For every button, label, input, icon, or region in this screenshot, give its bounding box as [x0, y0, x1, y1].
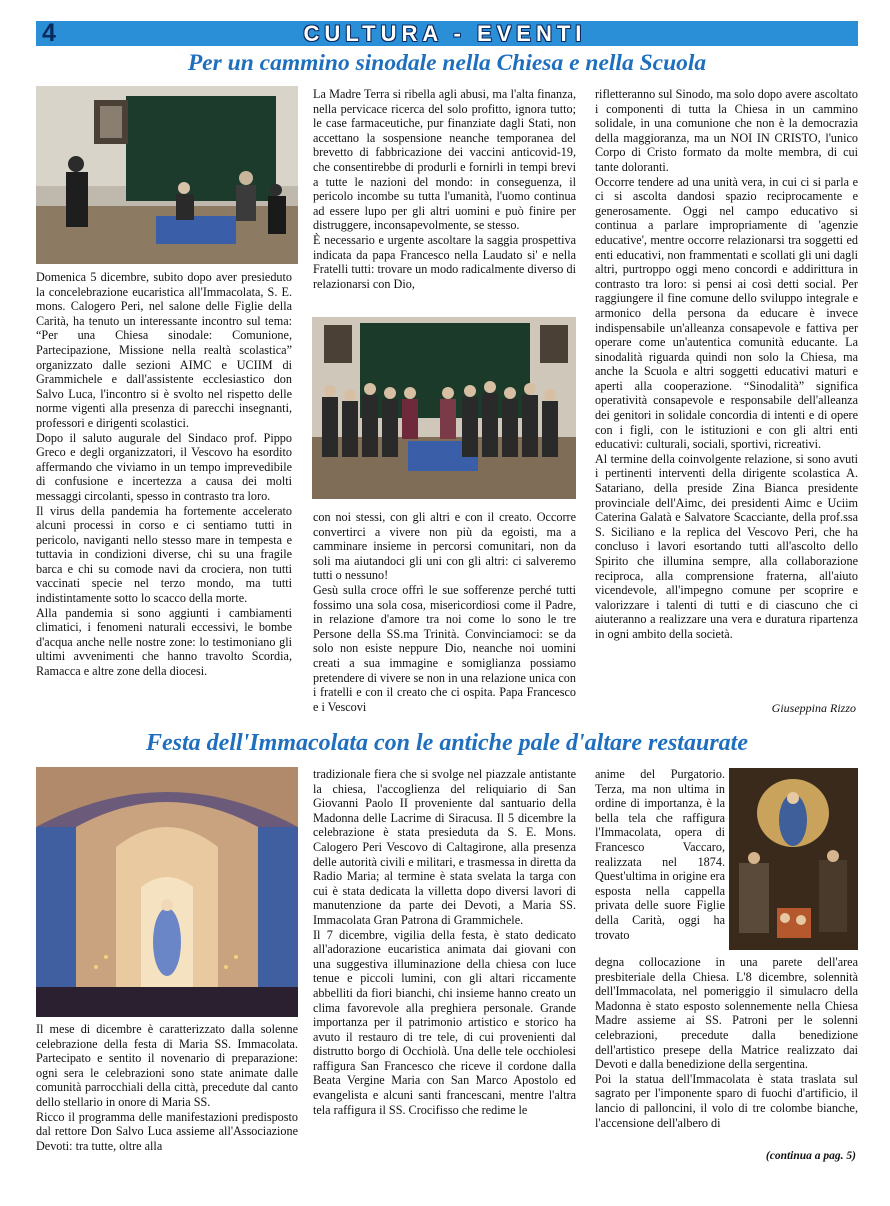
photo-speaker-meeting	[36, 86, 298, 264]
article1-headline: Per un cammino sinodale nella Chiesa e nella Scuola	[187, 50, 707, 76]
continue-note: (continua a pag. 5)	[765, 1150, 856, 1162]
article1-column-2a: La Madre Terra si ribella agli abusi, ma l'alta finanza, nella pervicace ricerca del solo profitto, ignora tutto; le case farmaceutiche, pur finanziate dagli Stati, non accettano la sospensione neanche temporanea del brevetto di fabbricazione dei vaccini anticovid-19, che consentirebbe di produrli e fornirli in tempi brevi a tutte le nazioni del mondo: in conseguenza, il pericolo incombe su tutta l'umanità, l'uomo continua ad essere lupo per gli altri uomini e può finire per distruggere, inconsapevolmente, se stesso. È necessario e urgente ascoltare la saggia prospettiva indicata da papa Francesco nella Laudato si' e nella Fratelli tutti: trovare un modo radicalmente diverso di relazionarsi con Dio,	[313, 87, 576, 291]
article2-column-1: Il mese di dicembre è caratterizzato dalla solenne celebrazione della festa di Maria SS. Immacolata. Partecipato e sentito il novenario di preparazione: ogni sera le celebrazioni sono state animate dalle comunità parrocchiali della città, precedute dal canto dello stellario in onore di Maria SS. Ricco il programma delle manifestazioni predisposto dal rettore Don Salvo Luca assieme all'Associazione Devoti: tra tutte, oltre alla	[36, 1022, 298, 1153]
painting-immacolata	[729, 768, 858, 950]
article2-column-2: tradizionale fiera che si svolge nel piazzale antistante la chiesa, l'accoglienza del reliquiario di San Giovanni Paolo II proveniente dal santuario della Madonna delle Lacrime di Siracusa. Il 5 dicembre la celebrazione è stata presieduta da S. E. Mons. Calogero Peri Vescovo di Caltagirone, alla presenza delle autorità civili e militari, e trasmessa in diretta da Radio Maria; al termine è stata svelata la targa con cui è stata dedicata la villetta dopo diversi lavori di manutenzione da parte dei Devoti, a Maria SS. Immacolata Gran Patrona di Grammichele. Il 7 dicembre, vigilia della festa, è stato dedicato all'adorazione eucaristica animata dai giovani con una suggestiva illuminazione della chiesa con luce tenue e piccoli lumini, con gli altari riccamente abbelliti da fiori bianchi, chi insieme hanno creato un clima favorevole alla preghiera personale. Grande importanza per il patrimonio artistico e storico ha avuto il restauro di tre tele, di cui provenienti dal distrutto borgo di Occhiolà. Una delle tele occhiolesi raffigura San Francesco che riceve il cordone dalla Beata Vergine Maria con San Marco Apostolo ed evangelista e alcuni santi francescani, mentre l'altra tela raffigura il SS. Crocifisso che redime le	[313, 767, 576, 1117]
article2-column-3a: anime del Purgatorio. Terza, ma non ultima in ordine di importanza, è la bella tela che raffigura l'Immacolata, opera di Francesco Vaccaro, realizzata nel 1874. Quest'ultima in origine era esposta nella cappella privata delle suore Figlie della Carità, oggi ha trovato	[595, 767, 725, 942]
article1-column-1: Domenica 5 dicembre, subito dopo aver presieduto la concelebrazione eucaristica all'Immacolata, S. E. mons. Calogero Peri, nel salone delle Figlie della Carità, ha tenuto un interessante incontro sul tema: “Per una Chiesa sinodale: Comunione, Partecipazione, Missione nella realtà scolastica” organizzato dalle sezioni AIMC e UCIIM di Grammichele e dall'assistente ecclesiastico don Salvo Luca, l'incontro si è svolto nel rispetto delle norme vigenti alla presenza di parecchi insegnanti, professori e dirigenti scolastici. Dopo il saluto augurale del Sindaco prof. Pippo Greco e degli organizzatori, il Vescovo ha esordito affermando che viviamo in un tempo imprevedibile di confusione e incertezza a causa dei molti messaggi circolanti, spesso in contrasto tra loro. Il virus della pandemia ha fortemente accelerato alcuni processi in corso e ci sentiamo tutti in pericolo, naviganti nello stesso mare in tempesta e tuttavia in condizioni diverse, chi su una fragile barca e chi su comode navi da crociera, non tutti vaccinati specie nel terzo mondo, ma tutti indistintamente sotto lo scacco della morte. Alla pandemia si sono aggiunti i cambiamenti climatici, i fenomeni naturali eccessivi, le bombe d'acqua anche nelle nostre zone: lo testimoniano gli ultimi avvenimenti che hanno travolto Scordia, Ramacca e altre zone della diocesi.	[36, 270, 292, 679]
article2-column-3b: degna collocazione in una parete dell'area presbiteriale della Chiesa. L'8 dicembre, solennità dell'Immacolata, nel pomeriggio il simulacro della Madonna è stato esposto solennemente nella Chiesa Madre assieme ai SS. Patroni per le solenni celebrazioni, precedute dalla benedizione dell'artistico presepe della Matrice realizzato dai Devoti e dalla benedizione della sergentina. Poi la statua dell'Immacolata è stata traslata sul sagrato per l'imponente sparo di fuochi d'artificio, il lancio di palloncini, il volo di tre colombe bianche, l'accensione dell'albero di	[595, 955, 858, 1130]
photo-group	[312, 317, 576, 499]
page-number: 4	[42, 19, 56, 47]
article1-column-3: rifletteranno sul Sinodo, ma solo dopo avere ascoltato i componenti di tutta la Chiesa in un cammino solidale, in una comunione che non è la democrazia della maggioranza, ma un NOI IN CRISTO, l'unico Corpo di Cristo formato da molte membra, di cui tante doloranti. Occorre tendere ad una unità vera, in cui ci si parla e ci si ascolta dandosi spazio reciprocamente e generosamente. Oggi nel campo educativo si continua a parlare impropriamente di 'agenzie educative', mentre occorre relazionarsi tra soggetti ed enti educativi, non frammentati e scollati gli uni dagli altri, purtroppo oggi meno concordi e addirittura in contrasto tra loro: si pensi ai così detti social. Per raggiungere il fine comune dello sviluppo integrale e armonico della persona da educare è invece indispensabile un'alleanza consapevole e fattiva per operare come un'autentica comunità educante. La sinodalità riguarda quindi non solo la Chiesa, ma anche la Scuola e altri soggetti educativi maturi e aperti alla cooperazione. “Sinodalità” significa operatività consapevole e responsabile dell'alleanza dei genitori in solidale concordia di intenti e di opere con i figli, con le istituzioni e con gli altri enti educativi: culturali, sociali, sportivi, ricreativi. Al termine della coinvolgente relazione, si sono avuti i pertinenti interventi della dirigente scolastica A. Satariano, della preside Zina Bianca presidente provinciale dell'Aimc, dei presidenti Aimc e Uciim Caterina Galatà e Salvatore Scacciante, della prof.ssa S. Siciliano e la replica del Vescovo Peri, che ha concluso i lavori esortando tutti all'ascolto dello Spirito che illumina sempre, alla collaborazione reciproca, alla comprensione fraterna, all'aiuto vicendevole, all'impegno comune per scoprire e valorizzare i talenti di tutti e di ciascuno che ci aiuteranno a realizzare una vera e duratura ripartenza in ogni ambito della società.	[595, 87, 858, 641]
photo-church-interior	[36, 767, 298, 1017]
article1-author: Giuseppina Rizzo	[771, 701, 856, 715]
article1-column-2b: con noi stessi, con gli altri e con il creato. Occorre convertirci a vivere non più da egoisti, ma a camminare insieme in percorsi comunitari, non da soli ma aiutandoci gli uni con gli altri: ci salveremo tutti o nessuno! Gesù sulla croce offrì le sue sofferenze perché tutti fossimo una sola cosa, misericordiosi come il Padre, in relazione d'amore tra noi come lo sono le tre Persone della SS.ma Trinità. Convinciamoci: se da solo non esiste neppure Dio, neanche noi uomini creati a sua immagine e somiglianza possiamo pretendere di vivere se non in una relazione unica con i fratelli e con il creato che ci ospita. Papa Francesco e i Vescovi	[313, 510, 576, 714]
section-title: CULTURA - EVENTI	[303, 21, 587, 46]
article2-headline: Festa dell'Immacolata con le antiche pale d'altare restaurate	[146, 730, 748, 756]
